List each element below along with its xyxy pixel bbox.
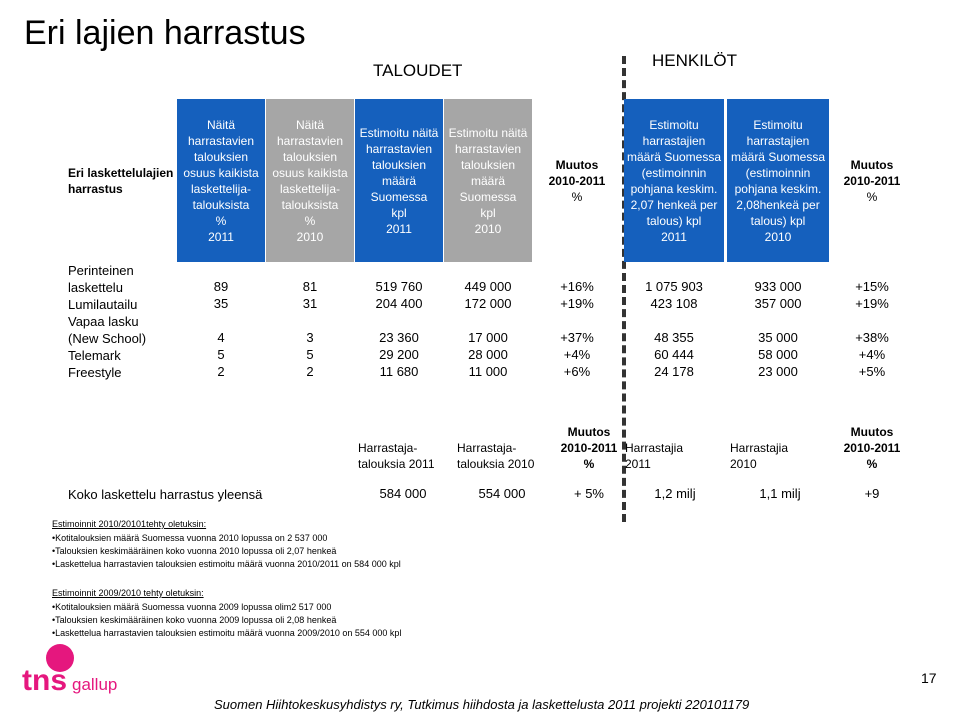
table-cell: +4% bbox=[563, 347, 591, 362]
header-line: Näitä bbox=[206, 117, 235, 132]
header-line: kpl bbox=[391, 205, 407, 220]
note-item: •Kotitalouksien määrä Suomessa vuonna 2009 lopussa olim2 517 000 bbox=[52, 602, 332, 612]
summary-cell: + 5% bbox=[574, 486, 604, 501]
table-cell: 5 bbox=[306, 347, 314, 362]
header-line: Estimoitu bbox=[753, 117, 803, 132]
summary-cell: +9 bbox=[864, 486, 880, 501]
group-label-households: TALOUDET bbox=[373, 61, 463, 80]
row-label: Lumilautailu bbox=[68, 297, 138, 312]
row-label: laskettelu bbox=[68, 280, 123, 295]
header-line: harrastavien bbox=[365, 141, 433, 156]
table-cell: 11 680 bbox=[379, 364, 419, 379]
header-line: määrä bbox=[381, 173, 416, 188]
summary-header-line: talouksia 2011 bbox=[358, 457, 435, 471]
header-line: 2010-2011 bbox=[548, 173, 606, 188]
table-cell: +5% bbox=[858, 364, 886, 379]
note-heading: Estimoinnit 2010/20101tehty oletuksin: bbox=[52, 519, 207, 529]
note-item: •Kotitalouksien määrä Suomessa vuonna 2010 lopussa on 2 537 000 bbox=[52, 533, 328, 543]
summary-header-line: talouksia 2010 bbox=[457, 457, 535, 471]
header-line: 2,08henkeä per bbox=[736, 197, 820, 212]
table-cell: 23 360 bbox=[379, 330, 419, 345]
table-cell: +19% bbox=[560, 296, 594, 311]
table-cell: +16% bbox=[560, 279, 594, 294]
header-column-8 bbox=[832, 99, 912, 262]
header-line: (estimoinnin bbox=[641, 165, 707, 180]
note-item: •Laskettelua harrastavien talouksien estimoitu määrä vuonna 2010/2011 on 584 000 kpl bbox=[52, 559, 401, 569]
header-column-6 bbox=[624, 99, 724, 262]
table-cell: 31 bbox=[302, 296, 318, 311]
header-line: talouksien bbox=[282, 149, 338, 164]
header-line: Muutos bbox=[555, 157, 599, 172]
header-column-7 bbox=[727, 99, 829, 262]
header-line: määrä bbox=[470, 173, 505, 188]
header-line: harrastajien bbox=[642, 133, 706, 148]
table-cell: 4 bbox=[217, 330, 225, 345]
header-year: 2011 bbox=[661, 229, 687, 244]
summary-header-line: 2010-2011 bbox=[843, 441, 901, 455]
header-first-column: Eri laskettelulajien harrastus bbox=[68, 165, 174, 196]
header-line: Näitä bbox=[295, 117, 324, 132]
table-cell: +6% bbox=[563, 364, 591, 379]
note-item: •Talouksien keskimääräinen koko vuonna 2009 lopussa oli 2,08 henkeä bbox=[52, 615, 337, 625]
summary-header-6 bbox=[832, 424, 912, 472]
summary-header-line: Harrastajia bbox=[625, 441, 684, 455]
table-cell: 933 000 bbox=[754, 279, 802, 294]
header-line: pohjana keskim. bbox=[630, 181, 718, 196]
table-cell: 58 000 bbox=[758, 347, 798, 362]
table-cell: 3 bbox=[306, 330, 314, 345]
page-title: Eri lajien harrastus bbox=[24, 14, 306, 52]
header-line: Estimoitu näitä bbox=[448, 125, 528, 140]
summary-header-1 bbox=[358, 440, 448, 472]
header-line: laskettelija- bbox=[279, 181, 341, 196]
header-line: talous) kpl bbox=[646, 213, 702, 228]
header-year: 2010 bbox=[296, 229, 324, 244]
header-line: harrastavien bbox=[454, 141, 522, 156]
header-line: Suomessa bbox=[459, 189, 517, 204]
header-column-1 bbox=[177, 99, 265, 262]
header-line: laskettelija- bbox=[190, 181, 252, 196]
table-cell: 11 000 bbox=[468, 364, 508, 379]
header-line: harrastavien bbox=[187, 133, 255, 148]
header-year: 2011 bbox=[208, 229, 234, 244]
table-cell: +37% bbox=[560, 330, 594, 345]
summary-header-4 bbox=[625, 440, 725, 472]
logo-sub: gallup bbox=[72, 675, 118, 694]
row-label: Telemark bbox=[68, 348, 121, 363]
note-item: •Talouksien keskimääräinen koko vuonna 2010 lopussa oli 2,07 henkeä bbox=[52, 546, 337, 556]
header-line: talouksista bbox=[192, 197, 250, 212]
header-line: määrä Suomessa bbox=[730, 149, 826, 164]
table-cell: 24 178 bbox=[654, 364, 694, 379]
header-line: % bbox=[215, 213, 227, 228]
logo-brand: tns bbox=[22, 664, 67, 697]
table-cell: 449 000 bbox=[464, 279, 512, 294]
summary-cell: 1,2 milj bbox=[654, 486, 696, 501]
header-line: 2010-2011 bbox=[843, 173, 901, 188]
summary-cell: 1,1 milj bbox=[759, 486, 801, 501]
table-cell: 17 000 bbox=[468, 330, 508, 345]
header-line: Suomessa bbox=[370, 189, 428, 204]
summary-header-line: Harrastaja- bbox=[358, 441, 418, 455]
header-line: % bbox=[304, 213, 316, 228]
header-column-2 bbox=[266, 99, 354, 262]
summary-header-line: 2010-2011 bbox=[560, 441, 618, 455]
header-year: % bbox=[571, 189, 583, 204]
note-heading-line bbox=[52, 518, 206, 530]
header-column-5 bbox=[533, 99, 621, 262]
note-heading-line bbox=[52, 587, 204, 599]
summary-header-line: Muutos bbox=[850, 425, 894, 439]
tns-gallup-logo bbox=[20, 644, 130, 698]
header-year: 2011 bbox=[386, 221, 412, 236]
table-cell: +15% bbox=[855, 279, 889, 294]
summary-header-2 bbox=[457, 440, 547, 472]
table-cell: 29 200 bbox=[379, 347, 419, 362]
header-line: harrastajien bbox=[746, 133, 810, 148]
header-line: talouksista bbox=[281, 197, 339, 212]
summary-cell: 584 000 bbox=[379, 486, 427, 501]
summary-header-line: % bbox=[866, 457, 878, 471]
table-cell: 204 400 bbox=[375, 296, 423, 311]
header-line: määrä Suomessa bbox=[626, 149, 722, 164]
table-cell: 81 bbox=[302, 279, 318, 294]
header-line: pohjana keskim. bbox=[734, 181, 822, 196]
summary-cell: 554 000 bbox=[478, 486, 526, 501]
row-label: Perinteinen bbox=[68, 263, 134, 278]
header-line: talouksien bbox=[460, 157, 516, 172]
table-cell: 2 bbox=[217, 364, 225, 379]
summary-header-line: 2010 bbox=[730, 457, 757, 471]
header-column-4 bbox=[444, 99, 532, 262]
table-cell: 172 000 bbox=[464, 296, 512, 311]
table-cell: 5 bbox=[217, 347, 225, 362]
header-line: Estimoitu bbox=[649, 117, 699, 132]
header-line: Muutos bbox=[850, 157, 894, 172]
table-cell: 89 bbox=[213, 279, 229, 294]
table-cell: 35 bbox=[213, 296, 229, 311]
row-label: Freestyle bbox=[68, 365, 122, 380]
header-line: talouksien bbox=[371, 157, 427, 172]
summary-header-line: 2011 bbox=[625, 457, 651, 471]
header-line: osuus kaikista bbox=[272, 165, 348, 180]
table-cell: +4% bbox=[858, 347, 886, 362]
summary-header-line: Harrastaja- bbox=[457, 441, 517, 455]
summary-label: Koko laskettelu harrastus yleensä bbox=[68, 487, 263, 502]
table-cell: +38% bbox=[855, 330, 889, 345]
table-cell: 23 000 bbox=[758, 364, 798, 379]
summary-header-line: Harrastajia bbox=[730, 441, 789, 455]
table-cell: 35 000 bbox=[758, 330, 798, 345]
summary-header-5 bbox=[730, 440, 830, 472]
header-line: talouksien bbox=[193, 149, 249, 164]
note-item: •Laskettelua harrastavien talouksien estimoitu määrä vuonna 2009/2010 on 554 000 kpl bbox=[52, 628, 402, 638]
header-line: osuus kaikista bbox=[183, 165, 259, 180]
summary-header-line: % bbox=[583, 457, 595, 471]
table-cell: 2 bbox=[306, 364, 314, 379]
group-label-persons: HENKILÖT bbox=[652, 51, 738, 70]
page-number: 17 bbox=[921, 670, 937, 686]
table-cell: 423 108 bbox=[650, 296, 698, 311]
header-year: % bbox=[866, 189, 878, 204]
footer-text: Suomen Hiihtokeskusyhdistys ry, Tutkimus hiihdosta ja laskettelusta 2011 projekti 220101179 bbox=[214, 697, 750, 712]
table-cell: 519 760 bbox=[375, 279, 423, 294]
header-line: kpl bbox=[480, 205, 496, 220]
header-column-3 bbox=[355, 99, 443, 262]
row-label: (New School) bbox=[68, 331, 147, 346]
header-year: 2010 bbox=[474, 221, 502, 236]
header-line: Estimoitu näitä bbox=[359, 125, 439, 140]
table-cell: +19% bbox=[855, 296, 889, 311]
header-line: 2,07 henkeä per bbox=[630, 197, 718, 212]
header-line: (estimoinnin bbox=[745, 165, 811, 180]
table-cell: 357 000 bbox=[754, 296, 802, 311]
summary-header-3 bbox=[544, 424, 634, 472]
row-label: Vapaa lasku bbox=[68, 314, 139, 329]
summary-header-line: Muutos bbox=[567, 425, 611, 439]
header-year: 2010 bbox=[764, 229, 792, 244]
note-heading: Estimoinnit 2009/2010 tehty oletuksin: bbox=[52, 588, 204, 598]
table-cell: 60 444 bbox=[654, 347, 694, 362]
header-line: talous) kpl bbox=[750, 213, 806, 228]
header-line: harrastavien bbox=[276, 133, 344, 148]
table-cell: 48 355 bbox=[654, 330, 694, 345]
table-cell: 28 000 bbox=[468, 347, 508, 362]
table-cell: 1 075 903 bbox=[645, 279, 703, 294]
